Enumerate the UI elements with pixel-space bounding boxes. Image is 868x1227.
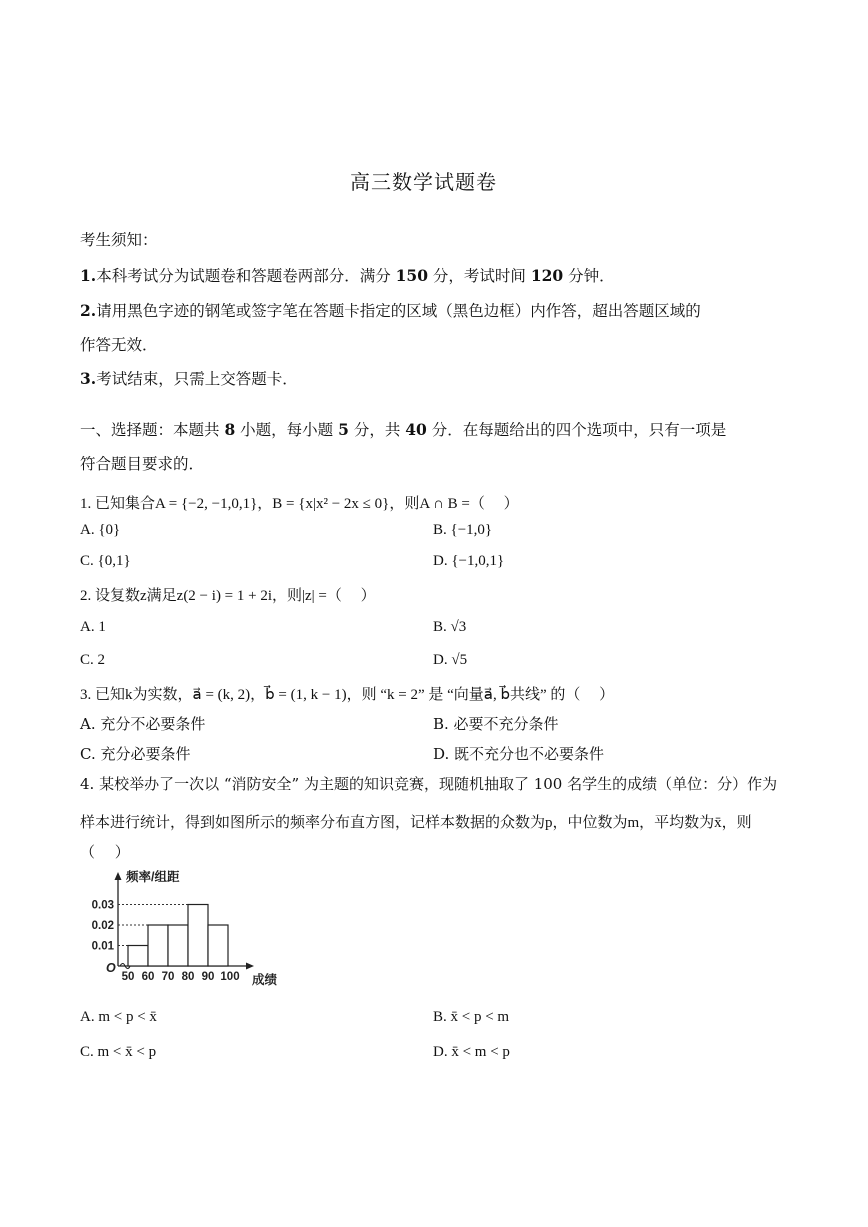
q1-option-c: C. {0,1} bbox=[80, 553, 131, 569]
notice-item-2-line2: 作答无效． bbox=[80, 336, 158, 354]
q1-stem: 1. 已知集合A = {−2, −1,0,1}，B = {x|x² − 2x ≤ 0}，则A ∩ B =（ ） bbox=[80, 496, 519, 512]
x-axis-title: 成绩 bbox=[252, 973, 278, 987]
x-tick-label: 80 bbox=[181, 971, 195, 983]
q2-stem: 2. 设复数z满足z(2 − i) = 1 + 2i，则|z| =（ ） bbox=[80, 588, 376, 604]
q1-option-b: B. {−1,0} bbox=[433, 522, 493, 538]
page-title: 高三数学试题卷 bbox=[350, 170, 497, 194]
q2-option-d: D. √5 bbox=[433, 652, 468, 668]
y-axis-arrow bbox=[115, 872, 122, 880]
origin-label: O bbox=[106, 961, 116, 975]
q3-option-a: A. 充分不必要条件 bbox=[80, 715, 206, 733]
notice-item-1-text-a: 本科考试分为试题卷和答题卷两部分．满分 bbox=[96, 267, 396, 285]
notice-item-2-num: 2. bbox=[80, 301, 97, 320]
notice-score: 150 bbox=[395, 266, 428, 285]
y-tick-label: 0.03 bbox=[91, 899, 114, 912]
x-axis-arrow bbox=[246, 963, 254, 970]
histogram-bar bbox=[168, 925, 188, 966]
section-text-d: 分．在每题给出的四个选项中，只有一项是 bbox=[426, 421, 727, 439]
histogram-bar bbox=[188, 905, 208, 967]
q3-option-c: C. 充分必要条件 bbox=[80, 745, 191, 763]
q1-option-d: D. {−1,0,1} bbox=[433, 553, 505, 569]
notice-time: 120 bbox=[530, 266, 564, 285]
section-heading-line2: 符合题目要求的． bbox=[80, 455, 205, 473]
section-each: 5 bbox=[338, 420, 349, 439]
q4-option-d: D. x̄ < m < p bbox=[433, 1044, 510, 1060]
notice-item-2-line1 bbox=[80, 299, 701, 321]
notice-item-1-text-b: 分，考试时间 bbox=[427, 267, 531, 285]
q4-option-b: B. x̄ < p < m bbox=[433, 1009, 510, 1025]
notice-item-2-text: 请用黑色字迹的钢笔或签字笔在答题卡指定的区域（黑色边框）内作答，超出答题区域的 bbox=[96, 302, 701, 320]
notice-item-3-text: 考试结束，只需上交答题卡． bbox=[96, 370, 298, 388]
q4-option-a: A. m < p < x̄ bbox=[80, 1009, 157, 1025]
q2-option-a: A. 1 bbox=[80, 619, 106, 635]
q2-option-c: C. 2 bbox=[80, 652, 106, 668]
x-tick-label: 70 bbox=[161, 971, 175, 983]
notice-item-3-num: 3. bbox=[80, 369, 97, 388]
q3-option-d: D. 既不充分也不必要条件 bbox=[433, 745, 605, 763]
x-tick-label: 50 bbox=[121, 971, 135, 983]
q4-line2: 样本进行统计，得到如图所示的频率分布直方图，记样本数据的众数为p，中位数为m，平均数为x̄，则 bbox=[80, 815, 752, 831]
notice-item-3 bbox=[80, 367, 298, 389]
y-axis-title: 频率/组距 bbox=[126, 870, 180, 884]
notice-item-1 bbox=[80, 264, 615, 286]
y-tick-label: 0.02 bbox=[91, 920, 114, 932]
q2-option-b: B. √3 bbox=[433, 619, 467, 635]
section-total: 40 bbox=[405, 420, 427, 439]
y-tick-label: 0.01 bbox=[91, 940, 114, 953]
histogram-bar bbox=[148, 925, 168, 966]
x-tick-label: 90 bbox=[201, 971, 215, 983]
section-text-a: 一、选择题：本题共 bbox=[80, 421, 225, 439]
q3-stem: 3. 已知k为实数，a⃗ = (k, 2)，b⃗ = (1, k − 1)，则 “k = 2” 是 “向量a⃗, b⃗共线” 的（ ） bbox=[80, 687, 615, 703]
section-count: 8 bbox=[224, 420, 236, 439]
section-text-c: 分，共 bbox=[348, 421, 406, 439]
histogram-bar bbox=[208, 925, 228, 966]
q3-option-b: B. 必要不充分条件 bbox=[433, 715, 559, 733]
x-tick-label: 60 bbox=[141, 971, 155, 983]
notice-heading: 考生须知： bbox=[80, 231, 158, 249]
histogram-bar bbox=[128, 946, 148, 967]
frequency-histogram bbox=[80, 866, 290, 994]
section-heading-line1 bbox=[80, 418, 726, 440]
q1-option-a: A. {0} bbox=[80, 522, 121, 538]
notice-item-1-text-c: 分钟． bbox=[563, 267, 615, 285]
q4-line1: 4. 某校举办了一次以 “消防安全” 为主题的知识竞赛，现随机抽取了 100 名学生的成绩（单位：分）作为 bbox=[80, 775, 778, 793]
q4-option-c: C. m < x̄ < p bbox=[80, 1044, 157, 1060]
x-tick-label: 100 bbox=[220, 971, 240, 983]
section-text-b: 小题，每小题 bbox=[235, 421, 339, 439]
q4-line3: （ ） bbox=[80, 843, 130, 861]
notice-item-1-num: 1. bbox=[80, 266, 97, 285]
